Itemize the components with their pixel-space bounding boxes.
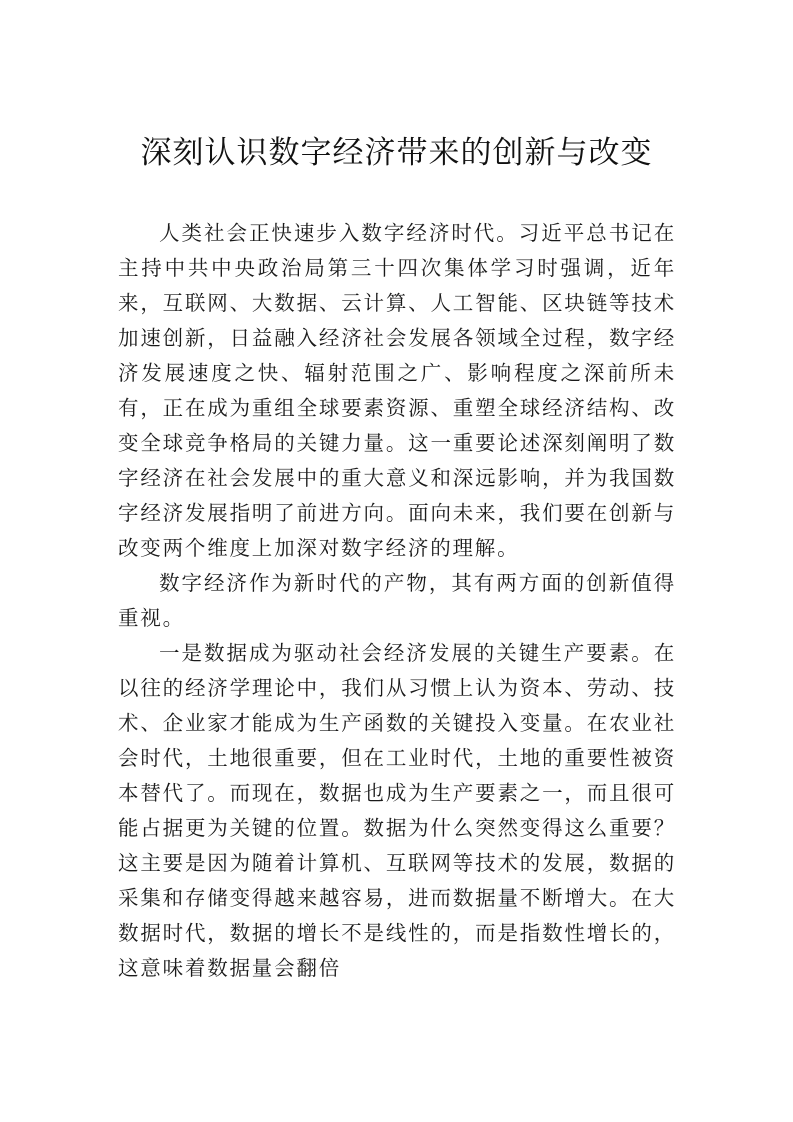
document-body: [118, 216, 676, 986]
paragraph-1: 人类社会正快速步入数字经济时代。习近平总书记在主持中共中央政治局第三十四次集体学习时强调，近年来，互联网、大数据、云计算、人工智能、区块链等技术加速创新，日益融入经济社会发展各领域全过程，数字经济发展速度之快、辐射范围之广、影响程度之深前所未有，正在成为重组全球要素资源、重塑全球经济结构、改变全球竞争格局的关键力量。这一重要论述深刻阐明了数字经济在社会发展中的重大意义和深远影响，并为我国数字经济发展指明了前进方向。面向未来，我们要在创新与改变两个维度上加深对数字经济的理解。: [118, 221, 676, 560]
document-title: 深刻认识数字经济带来的创新与改变: [140, 135, 653, 171]
paragraph-2: 数字经济作为新时代的产物，其有两方面的创新值得重视。: [118, 571, 676, 630]
paragraph-3: 一是数据成为驱动社会经济发展的关键生产要素。在以往的经济学理论中，我们从习惯上认为资本、劳动、技术、企业家才能成为生产函数的关键投入变量。在农业社会时代，土地很重要，但在工业时代，土地的重要性被资本替代了。而现在，数据也成为生产要素之一，而且很可能占据更为关键的位置。数据为什么突然变得这么重要？这主要是因为随着计算机、互联网等技术的发展，数据的采集和存储变得越来越容易，进而数据量不断增大。在大数据时代，数据的增长不是线性的，而是指数性增长的，这意味着数据量会翻倍: [118, 641, 676, 980]
